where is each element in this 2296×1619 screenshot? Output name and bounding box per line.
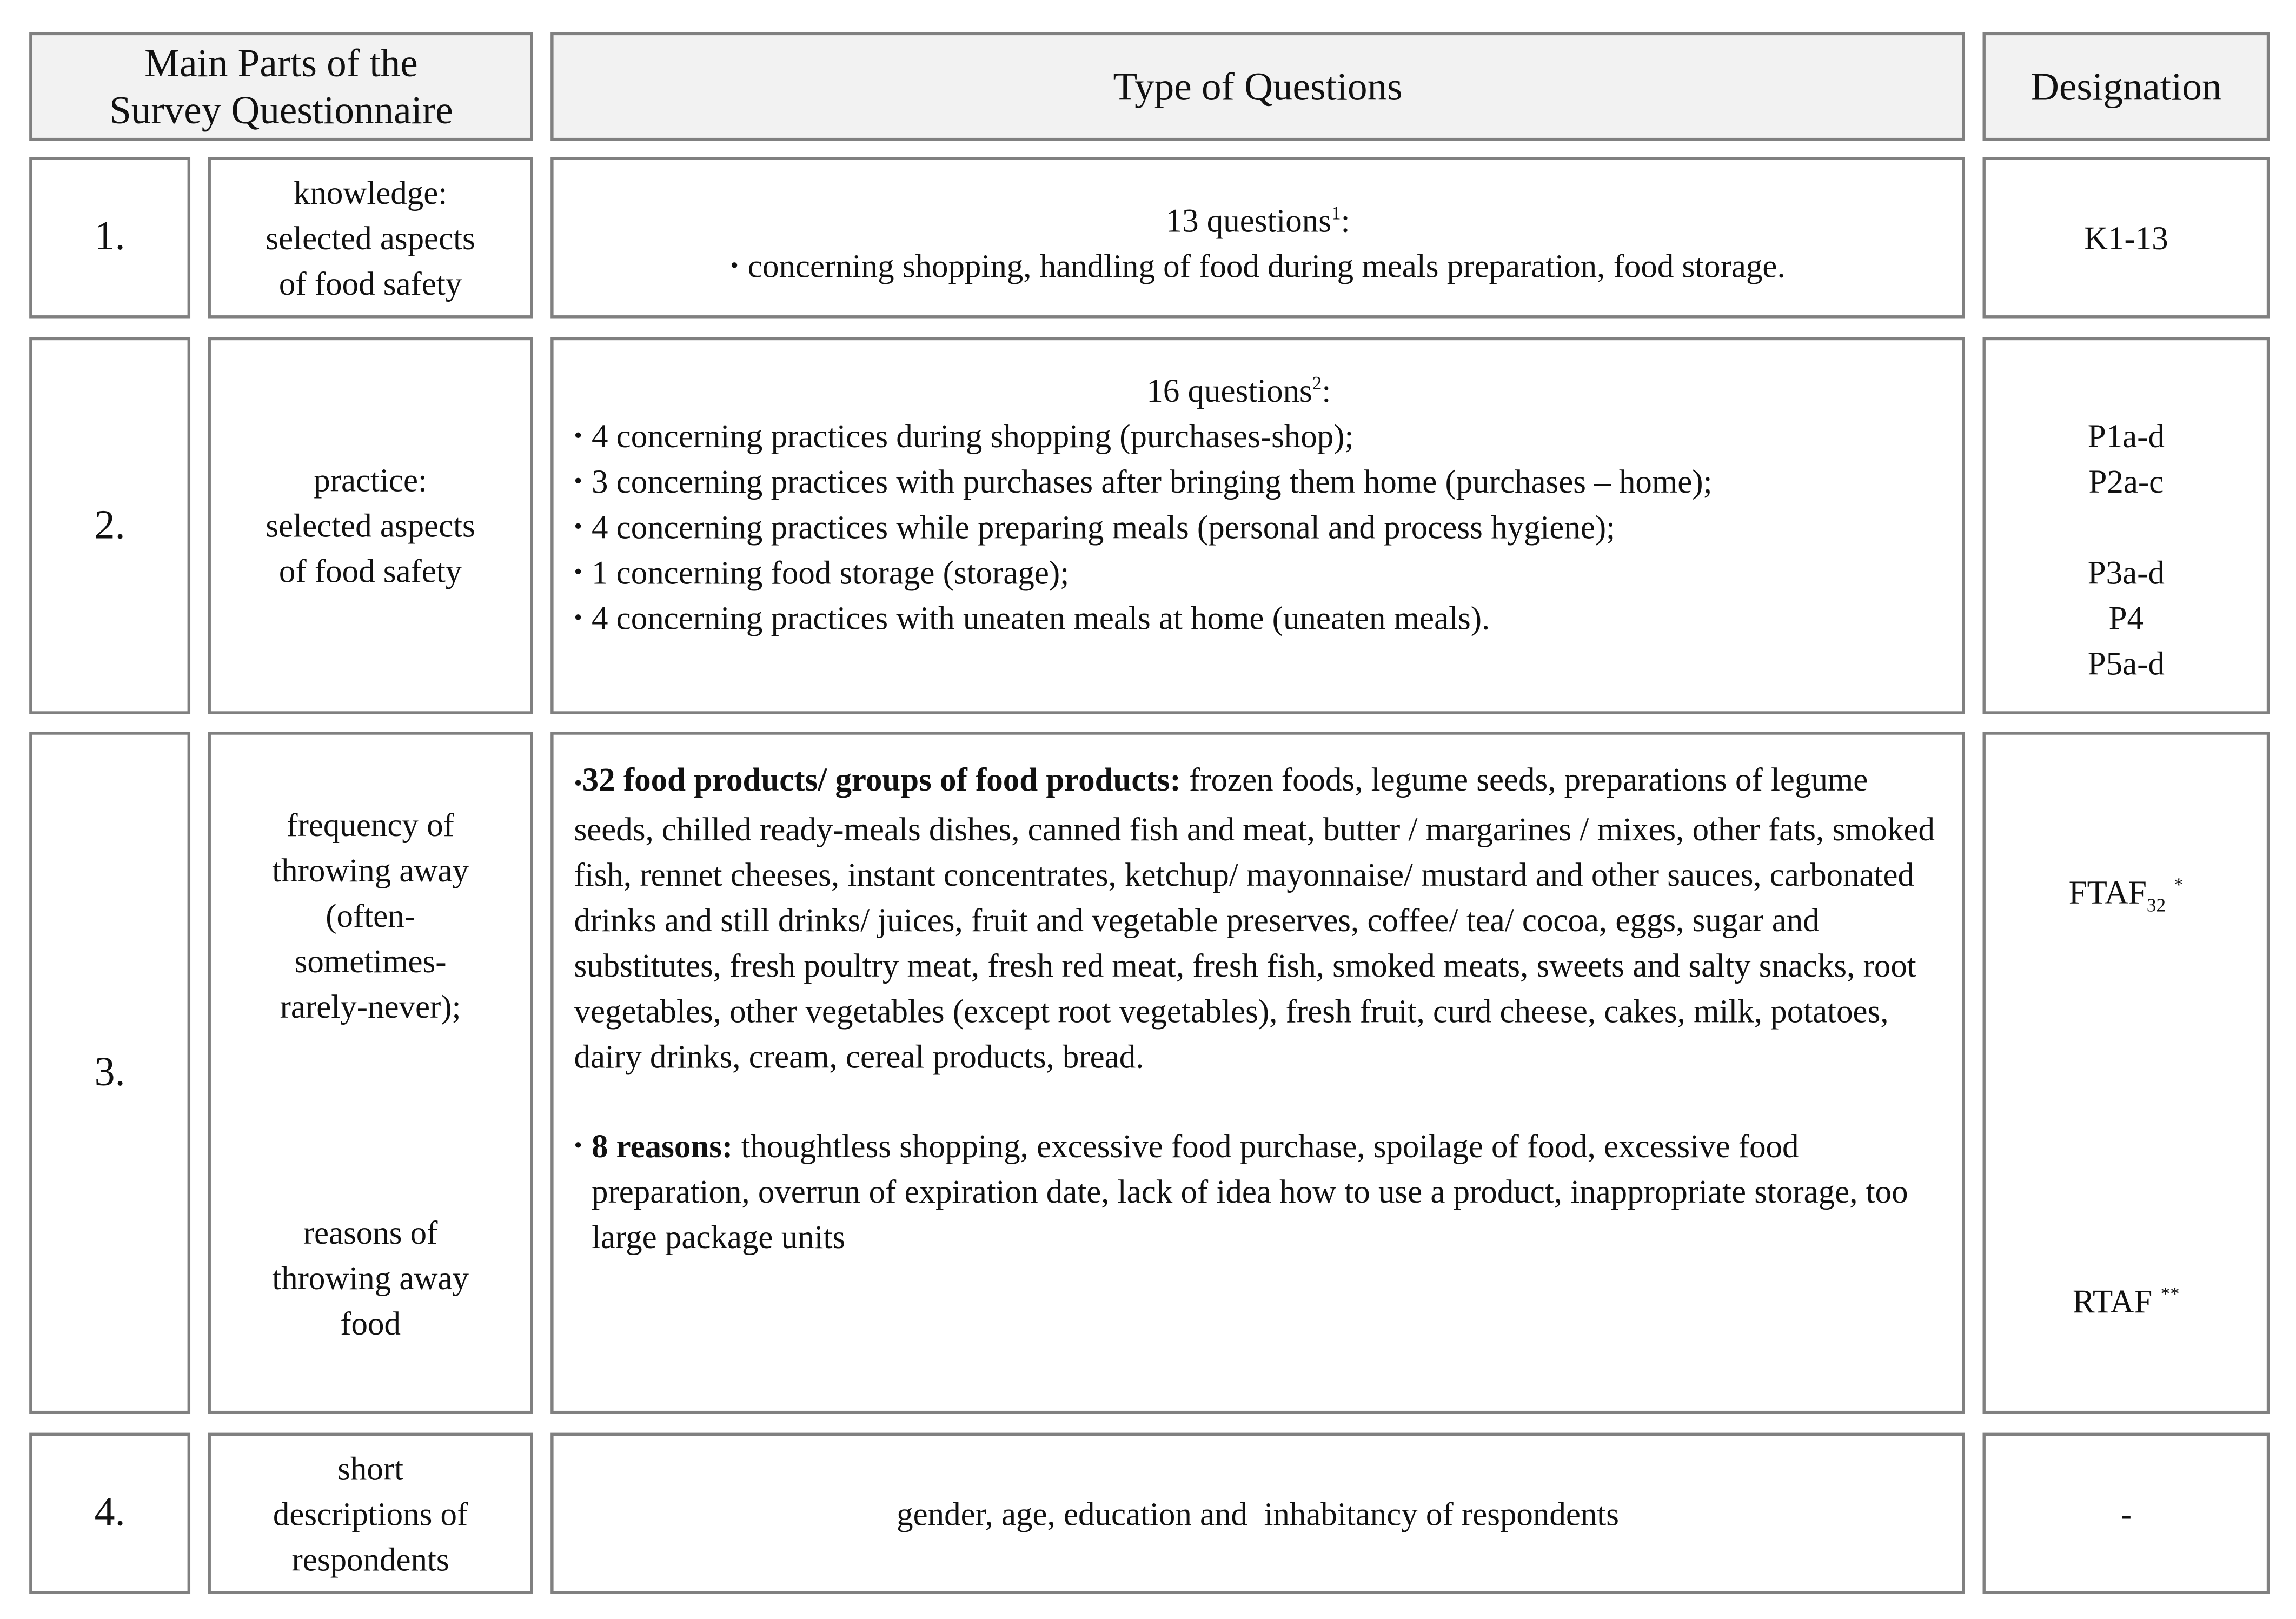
row-number: 2.: [94, 502, 125, 548]
part-line: selected aspects: [266, 507, 475, 545]
bullet-bold: 8 reasons:: [591, 1127, 733, 1165]
bullet-item: • 4 concerning practices with uneaten meals at home (uneaten meals).: [574, 595, 1490, 641]
bullet-item: • 4 concerning practices during shopping (purchases-shop);: [574, 414, 1353, 459]
bullet-text: thoughtless shopping, excessive food purchase, spoilage of food, excessive food preparation, overrun of expiration date, lack of idea how to use a product, inappropriate storage, too large package units: [591, 1127, 1908, 1256]
row-1-questions: [550, 157, 1965, 318]
part-reasons: [272, 1210, 469, 1346]
part-line: of food safety: [278, 553, 462, 590]
intro-text: 16 questions: [1146, 372, 1312, 409]
header-type-of-questions: [550, 32, 1965, 141]
bullet-item: • 4 concerning practices while preparing meals (personal and process hygiene);: [574, 505, 1615, 550]
part-line: descriptions of: [273, 1495, 468, 1532]
row-4-number: [29, 1433, 190, 1594]
designation-code: RTAF: [2073, 1283, 2153, 1320]
designation-code: P5a-d: [2087, 645, 2165, 682]
header-main-parts: [29, 32, 533, 141]
part-line: throwing away: [272, 852, 469, 889]
bullet-dot: •: [574, 771, 582, 797]
intro-text: 13 questions: [1165, 202, 1331, 240]
part-line: (often-: [326, 897, 415, 934]
footnote-ref: 2: [1312, 371, 1322, 394]
row-1-designation: [1982, 157, 2270, 318]
part-line: selected aspects: [266, 219, 475, 256]
designation-rtaf: [2073, 1279, 2180, 1324]
designation-code: P4: [2108, 600, 2144, 637]
row-number: 3.: [94, 1049, 125, 1095]
part-line: knowledge:: [293, 174, 448, 211]
row-3-designation: [1982, 732, 2270, 1414]
row-3-part: [208, 732, 533, 1414]
designation-code: P2a-c: [2088, 463, 2164, 500]
row-number: 4.: [94, 1490, 125, 1536]
row-1-part: [208, 157, 533, 318]
intro-colon: :: [1322, 372, 1331, 409]
designation-code: K1-13: [2084, 219, 2168, 256]
bullet-item: • 3 concerning practices with purchases after bringing them home (purchases – home);: [574, 459, 1712, 505]
part-line: frequency of: [287, 806, 454, 844]
bullet-reasons: [574, 1123, 1941, 1259]
respondent-attributes: gender, age, education and inhabitancy of respondents: [897, 1495, 1620, 1532]
part-line: of food safety: [278, 264, 462, 302]
bullet-bold: 32 food products/ groups of food products:: [582, 761, 1181, 798]
bullet-item: • concerning shopping, handling of food during meals preparation, food storage.: [730, 243, 1785, 289]
intro-colon: :: [1341, 202, 1350, 240]
header-designation: [1982, 32, 2270, 141]
header-main-parts-line2: Survey Questionnaire: [109, 88, 453, 132]
designation-code: FTAF: [2068, 874, 2147, 911]
row-2-number: [29, 337, 190, 714]
bullet-food-products: [574, 757, 1941, 1079]
designation-footnote-mark: **: [2160, 1282, 2180, 1305]
designation-ftaf: [2069, 870, 2184, 915]
row-4-designation: [1982, 1433, 2270, 1594]
questions-intro: [1146, 368, 1331, 414]
designation-code: P1a-d: [2087, 417, 2165, 455]
questions-intro: [1166, 198, 1350, 243]
bullet-text: frozen foods, legume seeds, preparations of legume seeds, chilled ready-meals dishes, canned fish and meat, butter / margarines / mixes, other fats, smoked fish, rennet cheeses, instant concentrates, ketchup/ mayonnaise/ mustard and other sauces, carbonated drinks and still drinks/ juices, fruit and vegetable preserves, coffee/ tea/ cocoa, eggs, sugar and substitutes, fresh poultry meat, fresh red meat, fresh fish, smoked meats, sweets and salty snacks, root vegetables, other vegetables (except root vegetables), fresh fruit, curd cheese, cakes, milk, potatoes, dairy drinks, cream, cereal products, bread.: [574, 761, 1935, 1075]
designation-code: -: [2120, 1495, 2132, 1532]
row-3-number: [29, 732, 190, 1414]
header-main-parts-line1: Main Parts of the: [144, 41, 418, 85]
footnote-ref: 1: [1331, 201, 1341, 224]
row-4-part: [208, 1433, 533, 1594]
row-2-part: [208, 337, 533, 714]
part-line: practice:: [314, 462, 427, 499]
header-designation-label: Designation: [2030, 64, 2222, 109]
bullet-item: • 1 concerning food storage (storage);: [574, 550, 1069, 595]
part-line: food: [340, 1305, 401, 1342]
designation-footnote-mark: *: [2174, 873, 2184, 895]
row-1-number: [29, 157, 190, 318]
header-type-label: Type of Questions: [1113, 64, 1403, 109]
part-line: short: [337, 1449, 404, 1487]
row-2-questions: [550, 337, 1965, 714]
row-4-questions: [550, 1433, 1965, 1594]
row-number: 1.: [94, 214, 125, 260]
part-line: throwing away: [272, 1259, 469, 1297]
designation-code: P3a-d: [2087, 554, 2165, 591]
part-line: respondents: [291, 1540, 449, 1577]
row-3-questions: [550, 732, 1965, 1414]
row-2-designation: [1982, 337, 2270, 714]
part-line: reasons of: [303, 1214, 438, 1251]
designation-subscript: 32: [2146, 893, 2166, 916]
part-frequency: [272, 802, 469, 1029]
part-line: rarely-never);: [280, 988, 461, 1025]
part-line: sometimes-: [294, 943, 447, 980]
